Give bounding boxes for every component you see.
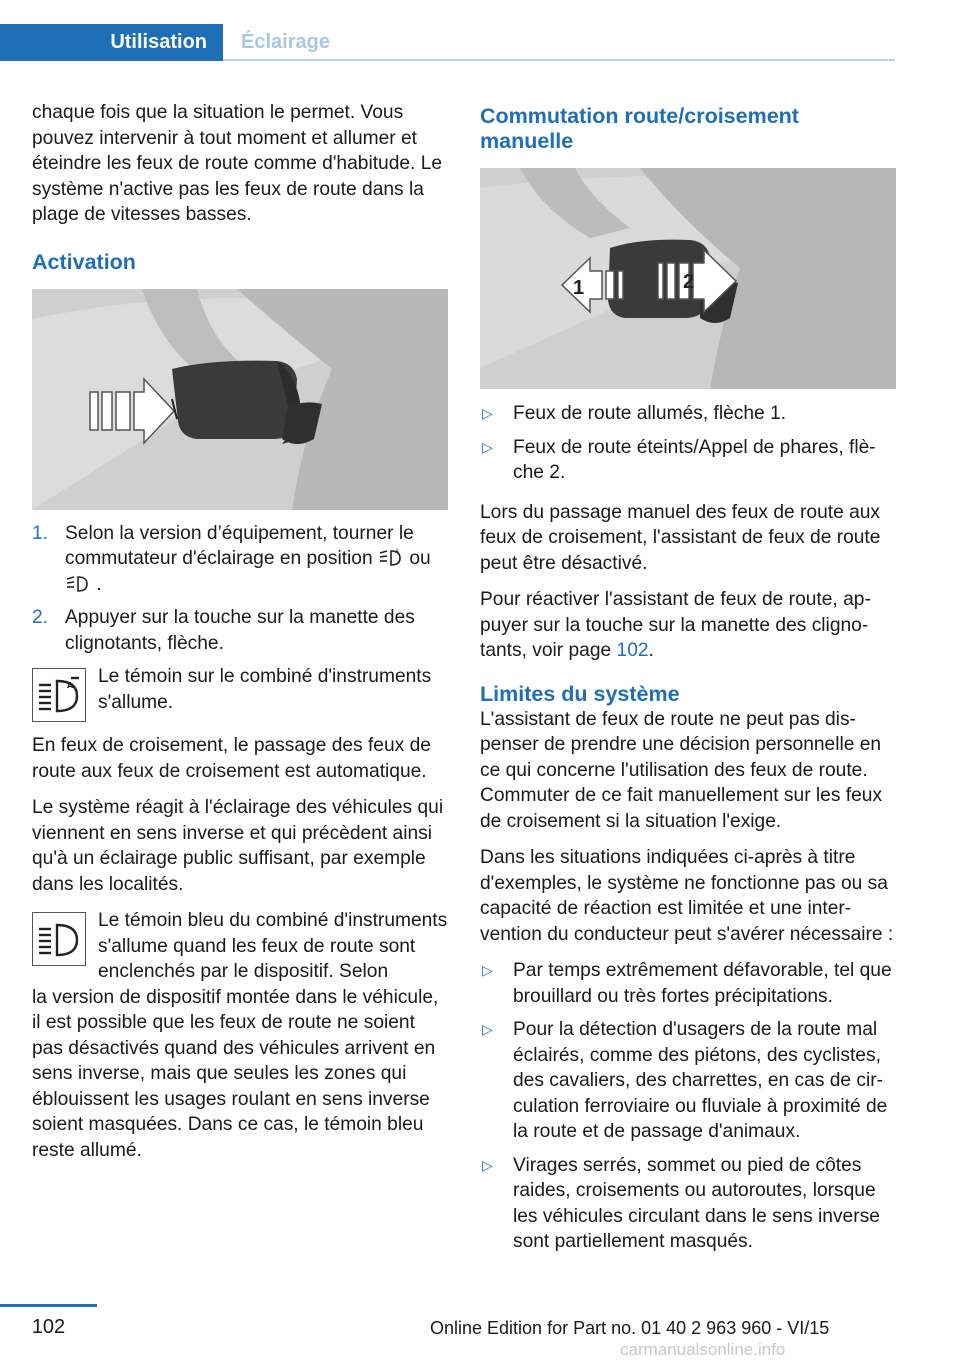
- bullet-triangle-icon: ▷: [482, 1021, 493, 1037]
- list-item: [32, 521, 448, 598]
- high-beam-assistant-icon: [32, 668, 86, 722]
- bullet-text: Par temps extrêmement défavorable, tel que brouillard ou très fortes précipitations.: [513, 960, 892, 1007]
- paragraph: Dans les situations indiquées ci-après à titre d'exemples, le système ne fonctionne pas ou sa capacité de réaction est limitée et une intervention du conducteur peut s'avérer nécessaire :: [480, 847, 894, 945]
- note-text: Le témoin bleu du combiné d'instruments s'allume quand les feux de route sont enclenchés par le dispositif. Selon: [98, 910, 448, 982]
- heading-commutation: Commutation route/croisement manuelle: [480, 104, 799, 153]
- edition-text: Online Edition for Part no. 01 40 2 963 960 - VI/15: [430, 1318, 830, 1338]
- paragraph: Le système réagit à l'éclairage des véhicules qui viennent en sens inverse et qui précèdent ainsi qu'à un éclairage public suffisant, par exemple dans les localités.: [32, 797, 444, 895]
- commutation-figure: [480, 168, 896, 389]
- bullet-text: Pour la détection d'usagers de la route mal éclairés, comme des piétons, des cyclistes, des cavaliers, des charrettes, en cas de circulation ferroviaire ou fluviale à proximité de la route et de passage d'animaux.: [513, 1019, 888, 1142]
- list-item: [32, 605, 448, 656]
- list-item: [480, 1017, 896, 1145]
- bullet-text: Feux de route allumés, flèche 1.: [513, 403, 787, 424]
- step-text-or: ou: [409, 548, 431, 569]
- list-item: [480, 435, 896, 486]
- intro-paragraph: chaque fois que la situation le permet. Vous pouvez intervenir à tout moment et allumer et éteindre les feux de route comme d'habitude. Le système n'active pas les feux de route dans la plage de vitesses basses.: [32, 102, 443, 225]
- svg-text:A: A: [67, 681, 74, 690]
- heading-activation: Activation: [32, 249, 136, 274]
- step-text-end: .: [96, 573, 102, 595]
- page-header: [0, 0, 960, 62]
- note-text-continued: la version de dispositif montée dans le véhicule, il est possible que les feux de route ne soient pas désactivés quand des véhicules arrivent en sens inverse, mais que seules les zones qui éblouissent les usages roulant en sens inverse soient masquées. Dans ce cas, le témoin bleu reste allumé.: [32, 986, 439, 1161]
- bullet-text: Virages serrés, sommet ou pied de côtes raides, croisements ou autoroutes, lorsque les véhicules circulant dans le sens inverse sont partiellement masqués.: [513, 1154, 880, 1252]
- page-link[interactable]: 102: [616, 640, 649, 661]
- paragraph-text-end: .: [648, 640, 654, 661]
- step-number: 2.: [32, 607, 49, 628]
- paragraph: [480, 587, 896, 664]
- blue-indicator-note: [32, 908, 448, 1163]
- tab-utilisation[interactable]: Utilisation: [0, 24, 223, 61]
- note-text: Le témoin sur le combiné d'instruments s'allume.: [98, 666, 432, 713]
- list-item: [480, 401, 896, 427]
- paragraph: En feux de croisement, le passage des feux de route aux feux de croisement est automatique.: [32, 735, 431, 782]
- bullet-triangle-icon: ▷: [482, 438, 493, 455]
- commutation-bullets: [480, 401, 896, 486]
- bullet-triangle-icon: ▷: [482, 405, 493, 421]
- header-rule: [223, 59, 895, 61]
- low-beam-icon: [65, 573, 91, 593]
- list-item: [480, 958, 896, 1009]
- bullet-triangle-icon: ▷: [482, 1156, 493, 1173]
- activation-steps: [32, 521, 448, 657]
- paragraph: Lors du passage manuel des feux de route aux feux de croisement, l'assistant de feux de route peut être désactivé.: [480, 501, 881, 574]
- commutation-illustration: [480, 168, 896, 389]
- indicator-note: [32, 664, 448, 722]
- bullet-text: Feux de route éteints/Appel de phares, flèche 2.: [513, 436, 876, 483]
- activation-figure: [32, 289, 448, 510]
- paragraph-text: Pour réactiver l'assistant de feux de route, appuyer sur la touche sur la manette des clignotants, voir page: [480, 589, 871, 661]
- arrow-label-1: 1: [573, 277, 585, 299]
- watermark: carmanualsonline.info: [620, 1340, 786, 1359]
- list-item: [480, 1153, 896, 1255]
- arrow-label-2: 2: [683, 271, 695, 293]
- step-number: 1.: [32, 522, 49, 544]
- heading-limites: Limites du système: [480, 681, 680, 706]
- activation-illustration: [32, 289, 448, 510]
- high-beam-icon: [32, 912, 86, 966]
- step-text: Appuyer sur la touche sur la manette des clignotants, flèche.: [65, 607, 415, 654]
- bullet-triangle-icon: ▷: [482, 962, 493, 978]
- left-column: [32, 100, 448, 1174]
- paragraph: L'assistant de feux de route ne peut pas dispenser de prendre une décision personnelle en ce qui concerne l'utilisation des feux de route. Commuter de ce fait manuellement sur les feux de croisement si la situation l'exige.: [480, 708, 883, 832]
- footer-rule: [0, 1304, 97, 1307]
- svg-text:A: A: [394, 549, 399, 555]
- limits-bullets: [480, 958, 896, 1255]
- right-column: [480, 104, 896, 1263]
- tab-eclairage[interactable]: Éclairage: [241, 31, 330, 53]
- auto-light-icon: [378, 547, 404, 567]
- page-number: 102: [31, 1316, 66, 1338]
- step-text: Selon la version d’équipement, tourner le commutateur d'éclairage en position: [65, 522, 414, 569]
